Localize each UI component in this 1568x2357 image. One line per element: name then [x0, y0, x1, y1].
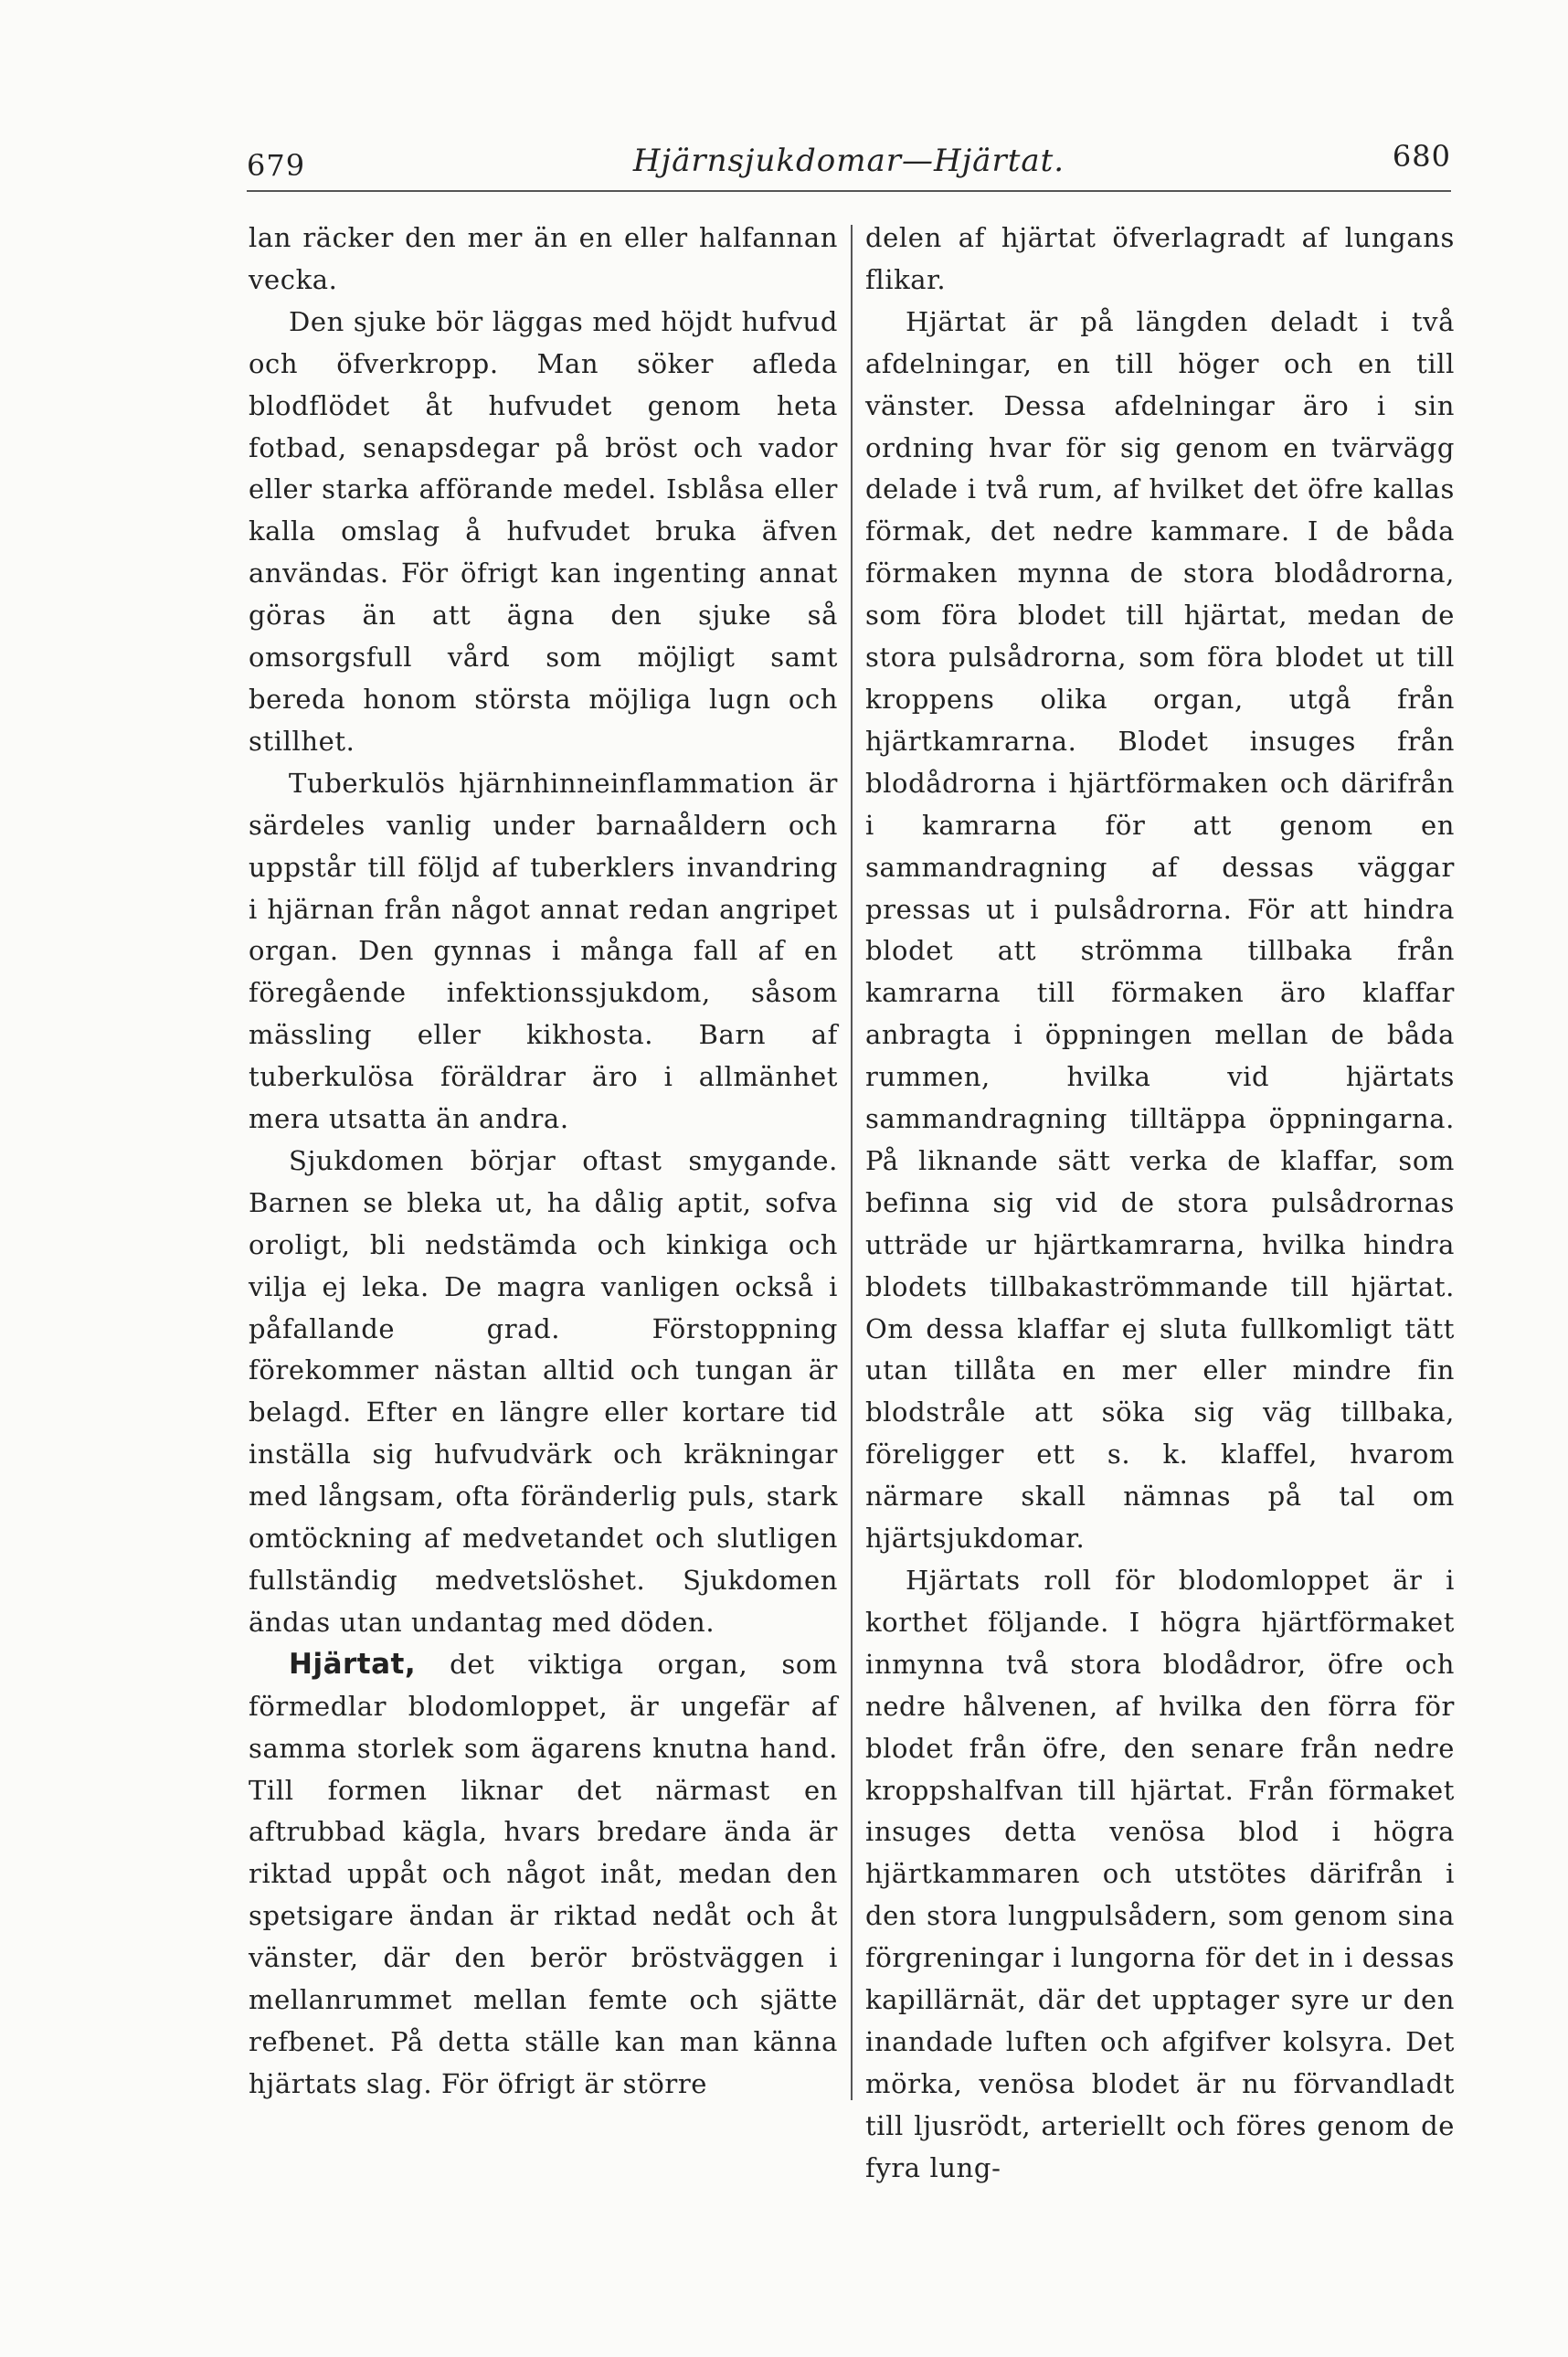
entry-keyword: Hjärtat,: [289, 1647, 417, 1681]
page-header: [247, 139, 1451, 185]
left-paragraph-2: Den sjuke bör läggas med höjdt hufvud och öfverkropp. Man söker afleda blodflödet åt hufvudet genom heta fotbad, senapsdegar på bröst och vador eller starka afförande medel. Isblåsa eller kalla omslag å hufvudet bruka äfven användas. För öfrigt kan ingenting annat göras än att ägna den sjuke så omsorgsfull vård som möjligt samt bereda honom största möjliga lugn och stillhet.: [249, 305, 838, 757]
left-paragraph-1: lan räcker den mer än en eller halfannan vecka.: [249, 222, 838, 295]
right-paragraph-2: Hjärtat är på längden deladt i två afdelningar, en till höger och en till vänster. Dessa afdelningar äro i sin ordning hvar för sig genom en tvärvägg delade i två rum, af hvilket det öfre kallas förmak, det nedre kammare. I de båda förmaken mynna de stora blodådrorna, som föra blodet till hjärtat, medan de stora pulsådrorna, som föra blodet ut till kroppens olika organ, utgå från hjärtkamrarna. Blodet insuges från blodådrorna i hjärtförmaken och därifrån i kamrarna för att genom en sammandragning af dessas väggar pressas ut i pulsådrorna. För att hindra blodet att strömma tillbaka från kamrarna till förmaken äro klaffar anbragta i öppningen mellan de båda rummen, hvilka vid hjärtats sammandragning tilltäppa öppningarna. På liknande sätt verka de klaffar, som befinna sig vid de stora pulsådrornas utträde ur hjärtkamrarna, hvilka hindra blodets tillbakaströmmande till hjärtat. Om dessa klaffar ej sluta fullkomligt tätt utan tillåta en mer eller mindre fin blodstråle att söka sig väg tillbaka, föreligger ett s. k. klaffel, hvarom närmare skall nämnas på tal om hjärtsjukdomar.: [865, 305, 1455, 1555]
left-paragraph-4: Sjukdomen börjar oftast smygande. Barnen se bleka ut, ha dålig aptit, sofva oroligt, bli nedstämda och kinkiga och vilja ej leka. De magra vanligen också i påfallande grad. Förstoppning förekommer nästan alltid och tungan är belagd. Efter en längre eller kortare tid inställa sig hufvudvärk och kräkningar med långsam, ofta föränderlig puls, stark omtöckning af medvetandet och slutligen fullständig medvetslöshet. Sjukdomen ändas utan undantag med döden.: [249, 1144, 838, 1638]
left-paragraph-5: [249, 1644, 838, 2106]
left-column: [249, 218, 838, 2106]
right-paragraph-1: delen af hjärtat öfverlagradt af lungans flikar.: [865, 222, 1455, 295]
page-number-right: 680: [1392, 139, 1451, 174]
column-divider: [851, 225, 853, 2100]
right-column: [865, 218, 1455, 2190]
page-number-left: 679: [247, 148, 306, 183]
right-paragraph-3: Hjärtats roll för blodomloppet är i korthet följande. I högra hjärtförmaket inmynna två stora blodådror, öfre och nedre hålvenen, af hvilka den förra för blodet från öfre, den senare från nedre kroppshalfvan till hjärtat. Från förmaket insuges detta venösa blod i högra hjärtkammaren och utstötes därifrån i den stora lungpulsådern, som genom sina förgreningar i lungorna för det in i dessas kapillärnät, där det upptager syre ur den inandade luften och afgifver kolsyra. Det mörka, venösa blodet är nu förvandladt till ljusrödt, arteriellt och föres genom de fyra lung-: [865, 1565, 1455, 2183]
running-title: Hjärnsjukdomar—Hjärtat.: [632, 143, 1065, 179]
left-paragraph-5-text: det viktiga organ, som förmedlar blodomloppet, är ungefär af samma storlek som ägarens knutna hand. Till formen liknar det närmast en aftrubbad kägla, hvars bredare ända är riktad uppåt och något inåt, medan den spetsigare ändan är riktad nedåt och åt vänster, där den berör bröstväggen i mellanrummet mellan femte och sjätte refbenet. På detta ställe kan man känna hjärtats slag. För öfrigt är större: [249, 1648, 838, 2099]
header-rule: [247, 190, 1451, 192]
left-paragraph-3: Tuberkulös hjärnhinneinflammation är särdeles vanlig under barnaåldern och uppstår till följd af tuberklers invandring i hjärnan från något annat redan angripet organ. Den gynnas i många fall af en föregående infektionssjukdom, såsom mässling eller kikhosta. Barn af tuberkulösa föräldrar äro i allmänhet mera utsatta än andra.: [249, 767, 838, 1135]
